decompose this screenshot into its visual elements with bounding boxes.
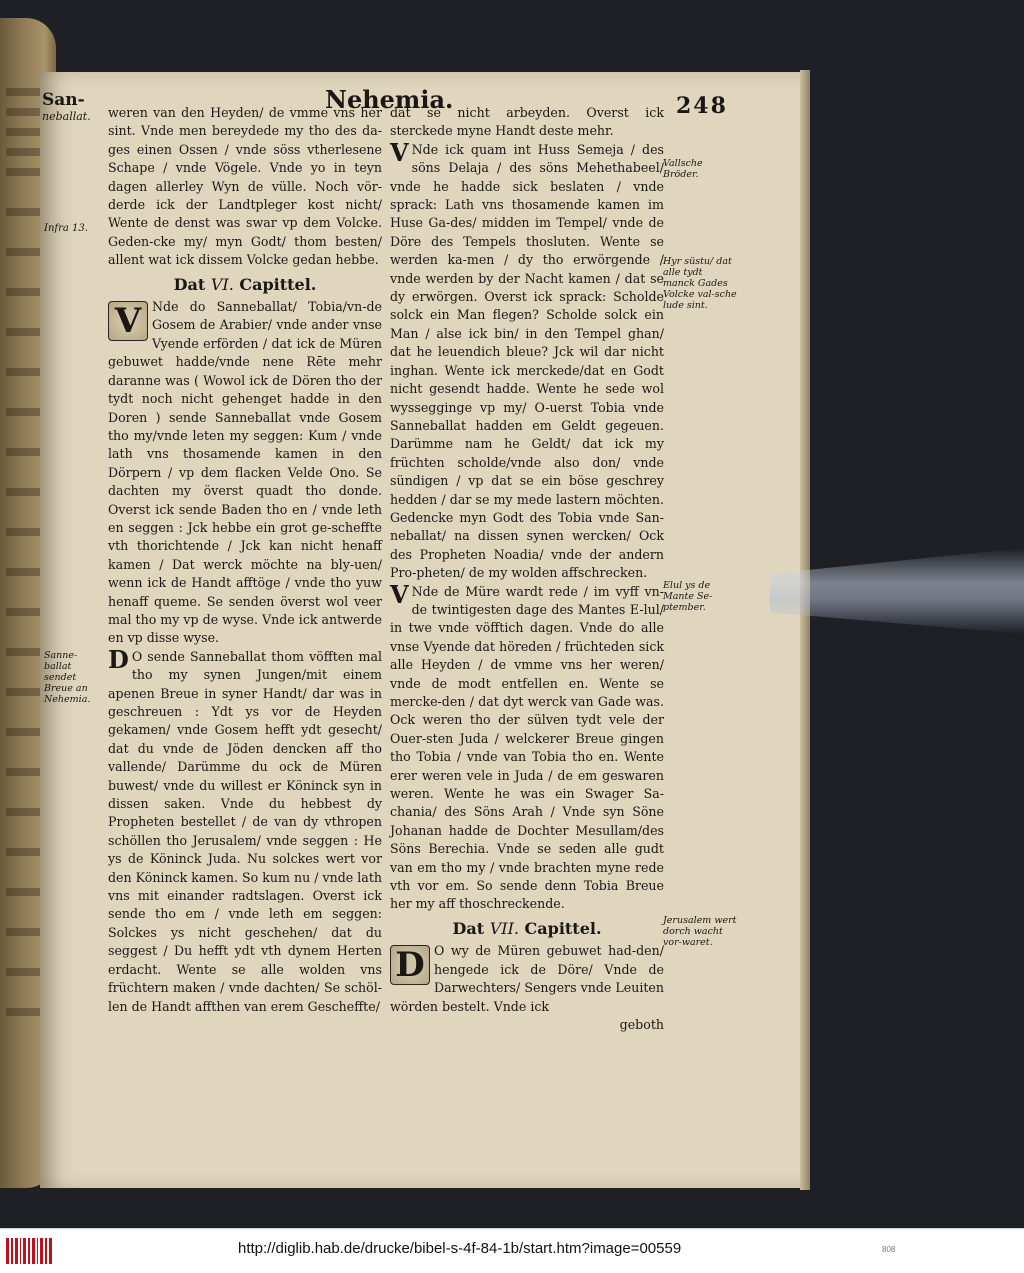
margin-note-sanneballat: Sanne-ballat sendet Breue an Nehemia. (44, 650, 91, 705)
paragraph: weren van den Heyden/ de vmme vns her sint. Vnde men bereydede my tho des da-ges einen Ossen / vnde söss vtherlesene Schape / vnde Vögele. Vnde yo in teyn dagen allerley Wyn de vülle. Noch vör-derde ick der Landtpleger kost nicht/ Wente de denst was swar vp dem Volcke. Geden-cke my/ myn Godt/ thom besten/ allent wat ick dissem Volcke gedan hebbe. (108, 105, 382, 268)
paragraph: Nde de Müre wardt rede / im vyff vn-de twintigesten dage des Mantes E-lul/ in twe vnde vöfftich dagen. Vnde do alle vnse Vyende dat höreden / früchteden sick alle Heyden / de vmme vns her weren/ vnde de modt entfellen en. Wente se mercke-den / dat dyt werck van Gade was. Ock weren tho der sülven tydt vele der Ouer-sten Juda / welckerer Breue gingen tho Tobia / vnde van Tobia tho en. Wente erer weren vele in Juda / de em geswaren weren. Wente he was ein Swager Sa-chania/ des Söns Arah / Vnde syn Söne Johanan hadde de Dochter Mesullam/des Söns Berechia. Vnde se seden alle gudt van em tho my / vnde brachten myne rede vth vor em. So sende denn Tobia Breue her my aff thoschreckende. (390, 583, 664, 912)
catchword: geboth (619, 1016, 664, 1032)
paragraph: Nde ick quam int Huss Semeja / des söns Delaja / des söns Mehethabeel/ vnde he hadde sick beslaten / vnde sprack: Lath vns thosamende kamen im Huse Ga-des/ midden im Tempel/ vnde de Döre des Tempels thosluten. Wente se werden ka-men / dy tho erwörgende / vnde werden by der Nacht kamen / dat se dy erwörgen. Overst ick sprack: Scholde solck ein Man flegen? Scholde solck ein Man / alse ick bin/ in den Tempel ghan/ dat he leuendich bleue? Jck wil dar nicht inghan. Wente ick merckede/dat en Godt nicht gesendt hadde. Wente he sede wol wyssegginge vp my/ O-uerst Tobia vnde Sanneballat hadden em Geldt gegeuen. Darümme nam he Geldt/ dat ick my früchten scholde/vnde alsо don/ vnde sündigen / vp dat se ein böse geschrey hedden / dar se my mede lastern möchten. Gedencke myn Godt des Tobia vnde San-neballat/ na dissen synen wercken/ Ock des Propheten Noadia/ vnde der andern Pro-pheten/ de my wolden affschrecken. (390, 141, 664, 581)
margin-note-hyr: Hyr süstu/ dat alle tydt manck Gades Volcke val-sche lude sint. (663, 256, 737, 311)
viewer-footer (0, 1228, 1024, 1273)
margin-note-infra: Infra 13. (44, 223, 88, 234)
initial-letter: D (108, 644, 129, 674)
paragraph: O wy de Müren gebuwet had-den/ hengede ick de Döre/ Vnde de Darwechters/ Sengers vnde Leuiten wörden bestelt. Vnde ick (390, 943, 664, 1014)
image-url-link[interactable]: http://diglib.hab.de/drucke/bibel-s-4f-84-1b/start.htm?image=00559 (238, 1240, 682, 1257)
text-column-left (108, 104, 382, 1016)
margin-note-valsche: Vallsche Bröder. (663, 158, 703, 180)
library-logo-icon (6, 1238, 52, 1264)
decorated-initial: V (108, 301, 148, 341)
decorated-initial: D (390, 945, 430, 985)
text-column-right (390, 104, 664, 1034)
margin-note-jerusalem: Jerusalem wert dorch wacht vor-waret. (663, 915, 737, 948)
paragraph: dat se nicht arbeyden. Overst ick sterckede myne Handt deste mehr. (390, 105, 664, 139)
running-head-title: Nehemia. (325, 85, 454, 114)
paragraph: O sende Sanneballat thom vöfften mal tho my synen Jungen/mit einem apenen Breue in syner Handt/ dar was in geschreuen : Ydt ys vor de Heyden gekamen/ vnde Gosem hefft ydt gesecht/ dat du vnde de Jöden dencken aff tho vallende/ Darümme du ock de Müren buwest/ vnde du willest er Köninck syn in dissen saken. Vnde du hebbest dy Propheten bestellet / de van dy vthropen schöllen tho Jerusalem/ vnde seggen : He ys de Köninck Juda. Nu solckes wert vor den Köninck kamen. So kum nu / vnde lath vns mit einander radtslagen. Overst ick sende tho em / vnde leth em seggen: Solckes ys nicht geschehen/ dat du seggest / Du hefft ydt vth dynem Herten erdacht. Wente se alle wolden vns früchtern maken / vnde dachten/ Se schöl-len de Handt affthen van erem Gescheffte/ (108, 648, 382, 1014)
initial-letter: V (390, 137, 409, 167)
paragraph: Nde do Sanneballat/ Tobia/vn-de Gosem de Arabier/ vnde ander vnse Vyende erförden / dat ick de Müren gebuwet hadde/vnde nene Rēte mehr daranne was ( Wowol ick de Dören tho der tydt noch nicht gehenget hadde in den Doren ) sende Sanneballat vnde Gosem tho my/vnde leten my seggen: Kum / vnde lath vns thosamende kamen in den Dörpern / vp dem flacken Velde Ono. Se dachten my överst quadt tho donde. Overst ick sende Baden tho en / vnde leth en seggen : Jck hebbe ein grot ge-scheffte vth thorichtende / Jck kan nicht henaff kamen / Dat werck möchte na bly-uen/ wenn ick de Handt afftöge / vnde tho yuw henaff queme. Se senden överst wol veer mal tho my vp de wyse. Vnde ick antwerde en vp disse wyse. (108, 299, 382, 646)
running-head-left: San- neballat. (42, 90, 91, 123)
initial-letter: V (390, 579, 409, 609)
chapter-heading: Dat VII. Capittel. (452, 918, 602, 938)
page-number: 248 (676, 93, 728, 119)
image-code: 808 (882, 1245, 896, 1254)
chapter-heading: Dat VI. Capittel. (173, 274, 317, 294)
margin-note-elul: Elul ys de Mante Se-ptember. (663, 580, 713, 613)
page-edge (800, 70, 810, 1190)
